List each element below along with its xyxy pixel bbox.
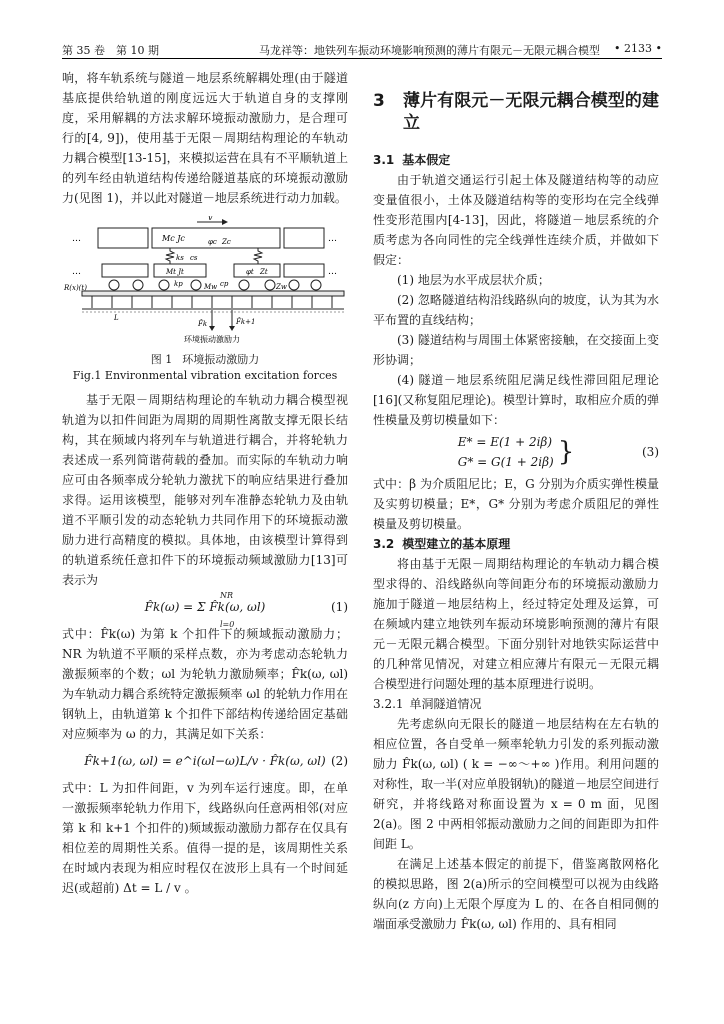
figure-1-caption-en: Fig.1 Environmental vibration excitation forces — [72, 369, 338, 382]
label-phi-t: φt — [246, 268, 254, 276]
car-body-left — [98, 228, 148, 248]
bogie-rear — [234, 264, 280, 277]
label-v: v — [208, 216, 213, 222]
subsection-3-2-heading: 3.2 模型建立的基本原理 — [373, 537, 511, 551]
left-paragraph-4: 式中：L 为扣件间距，v 为列车运行速度。即，在单一激振频率轮轨力作用下，线路纵向任意两相邻(对应第 k 和 k+1 个扣件的)频域振动激励力都存在仅具有相位差的周期性关系。值得一提的是，该周期性关系在时域内表现为相应时程仅在波形上具有一个时间延迟(或超前) Δt = L / v 。 — [62, 781, 348, 895]
label-span: L — [114, 314, 119, 322]
label-phi-c: φc — [208, 238, 217, 246]
left-column — [62, 68, 348, 898]
figure-1 — [62, 216, 348, 384]
rail — [82, 291, 344, 296]
right-paragraph-5: 在满足上述基本假定的前提下，借鉴离散网格化的模拟思路，图 2(a)所示的空间模型可以视为由线路纵向(z 方向)上无限个厚度为 L 的、在各自相同侧的端面承受激励力 F̂k(ω, ωl) 作用的、具有相同 — [373, 857, 659, 931]
assumption-4: (4) 隧道－地层系统阻尼满足线性滞回阻尼理论[16](又称复阻尼理论)。模型计算时，取相应介质的弹性模量及剪切模量如下： — [373, 373, 659, 427]
right-paragraph-3: 将由基于无限－周期结构理论的车轨动力耦合模型求得的、沿线路纵向等间距分布的环境振动激励力施加于隧道－地层结构上，经过特定处理及运算，可在频域内建立地铁列车振动环境影响预测的薄片有限元－无限元耦合模型。下面分别针对地铁实际运营中的几种常见情况，对建立相应薄片有限元－无限元耦合模型进行问题处理的基本原理进行说明。 — [373, 557, 659, 691]
label-z-t: Zt — [260, 268, 268, 276]
subsection-3-2-1-heading: 3.2.1 单洞隧道情况 — [373, 697, 482, 711]
figure-1-caption-cn: 图 1 环境振动激励力 — [150, 353, 260, 366]
equation-1 — [62, 590, 348, 629]
figure-1-diagram — [62, 216, 348, 346]
ellipsis-left: … — [72, 234, 81, 244]
assumption-3: (3) 隧道结构与周围土体紧密接触，在交接面上变形协调； — [373, 333, 659, 367]
figure-annotation: 环境振动激励力 — [184, 335, 240, 344]
header-volume-issue: 第 35 卷 第 10 期 — [62, 44, 159, 57]
right-paragraph-2: 式中：β 为介质阻尼比；E，G 分别为介质实弹性模量及实剪切模量；E*，G* 分别为考虑介质阻尼的弹性模量及剪切模量。 — [373, 477, 659, 531]
subsection-3-1-heading: 3.1 基本假定 — [373, 153, 451, 167]
equation-2-body: F̂k+1(ω, ωl) = e^i(ωl−ω)L/v · F̂k(ω, ωl) — [84, 754, 326, 768]
equation-1-sum-bottom: l=0 — [220, 620, 235, 629]
label-k-p: kp — [174, 280, 183, 288]
ellipsis-right-2: … — [328, 267, 337, 277]
car-body-right — [284, 228, 324, 248]
ellipsis-left-2: … — [72, 267, 81, 277]
header-page-number: • 2133 • — [614, 42, 662, 55]
equation-3-line-1: E* = E(1 + 2iβ) — [457, 435, 553, 449]
label-car-body: Mc Jc — [162, 234, 185, 243]
section-3-heading: 3 薄片有限元－无限元耦合模型的建立 — [373, 91, 659, 133]
label-c-s: cs — [190, 254, 198, 262]
equation-3-line-2: G* = G(1 + 2iβ) — [457, 455, 554, 469]
equation-1-sum-top: NR — [220, 591, 234, 600]
header-running-title: 马龙祥等：地铁列车振动环境影响预测的薄片有限元－无限元耦合模型 — [259, 44, 600, 57]
label-force-k: F̂k — [198, 320, 208, 328]
label-z-c: Zc — [222, 238, 231, 246]
equation-1-number: (1) — [331, 600, 348, 614]
equation-1-body: F̂k(ω) = Σ F̂k(ω, ωl) — [144, 600, 266, 614]
right-column — [373, 88, 659, 934]
equation-3-number: (3) — [642, 445, 659, 459]
right-paragraph-1: 由于轨道交通运行引起土体及隧道结构等的动应变量值很小，土体及隧道结构等的变形均在完全线弹性变形范围内[4-13]，因此，将隧道－地层系统的介质考虑为各向同性的完全线弹性连续介质，并做如下假定： — [373, 173, 659, 267]
label-force-k1: F̂k+1 — [236, 318, 256, 326]
equation-2-number: (2) — [331, 754, 348, 768]
bogie-left — [102, 264, 148, 277]
left-paragraph-3: 式中：F̂k(ω) 为第 k 个扣件下的频域振动激励力；NR 为轨道不平顺的采样点数，亦为考虑动态轮轨力激振频率的个数；ωl 为轮轨力激励频率；F̂k(ω, ωl) 为车轨动力耦合系统特定激振频率 ωl 的轮轨力作用在钢轨上，由轨道第 k 个扣件下部结构传递给固定基础对应频率为 ω 的力，其满足如下关系： — [62, 627, 348, 741]
label-bogie: Mt Jt — [166, 268, 184, 276]
label-z-w: Zw — [276, 283, 287, 291]
equation-2 — [62, 744, 348, 778]
label-c-p: cp — [220, 280, 229, 288]
equation-3: E* = E(1 + 2iβ) G* = G(1 + 2iβ) } (3) — [373, 430, 659, 474]
left-paragraph-1: 响，将车轨系统与隧道－地层系统解耦处理(由于隧道基底提供给轨道的刚度远远大于轨道自身的支撑刚度，采用解耦的方法求解环境振动激励力，是合理可行的[4, 9])，使用基于无限－周期结构理论的车轨动力耦合模型[13-15]，来模拟运营在具有不平顺轨道上的列车经由轨道结构传递给隧道基底的环境振动激励力(见图 1)，并以此对隧道－地层系统进行动力加载。 — [62, 71, 348, 205]
bogie-right — [284, 264, 324, 277]
fasteners — [92, 296, 332, 308]
assumption-1: (1) 地层为水平成层状介质； — [397, 273, 550, 287]
running-header — [62, 40, 662, 59]
label-k-s: ks — [176, 254, 184, 262]
right-paragraph-4: 先考虑纵向无限长的隧道－地层结构在左右轨的相应位置，各自受单一频率轮轨力引发的系列振动激励力 F̂k(ω, ωl) ( k = −∞～+∞ )作用。利用问题的对称性，取一半(对应单股钢轨)的隧道－地层空间进行研究，并将线路对称面设置为 x = 0 m 面，见图 2(a)。图 2 中两相邻振动激励力之间的间距即为扣件间距 L。 — [373, 717, 659, 851]
label-m-w: Mw — [204, 283, 218, 291]
label-irregularity: R(x)(t) — [64, 284, 87, 292]
ellipsis-right: … — [328, 234, 337, 244]
left-paragraph-2: 基于无限－周期结构理论的车轨动力耦合模型视轨道为以扣件间距为周期的周期性离散支撑无限长结构，其在频域内将列车与轨道进行耦合，并将轮轨力表述成一系列简谐荷载的叠加。而实际的车轨动力响应可由各频率成分轮轨力激扰下的响应结果进行叠加求得。运用该模型，能够对列车准静态轮轨力及由轨道不平顺引发的动态轮轨力共同作用下的环境振动激励力进行高精度的模拟。具体地，由该模型计算得到的轨道系统任意扣件下的环境振动频域激励力[13]可表示为 — [62, 393, 348, 587]
assumption-2: (2) 忽略隧道结构沿线路纵向的坡度，认为其为水平布置的直线结构； — [373, 293, 659, 327]
section-3-title: 薄片有限元－无限元耦合模型的建立 — [403, 91, 659, 133]
